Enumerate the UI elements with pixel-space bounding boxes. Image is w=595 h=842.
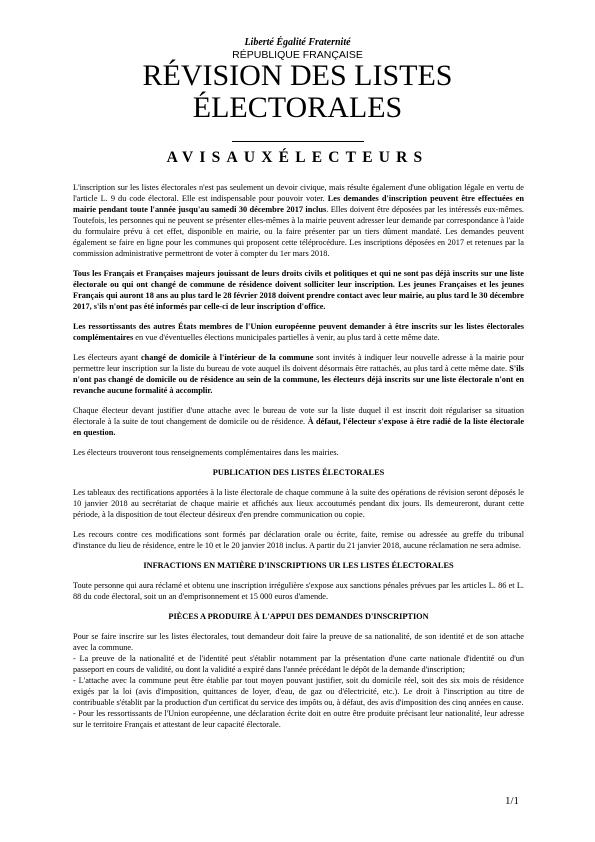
text-run: en vue d'éventuelles élections municipales partielles à venir, au plus tard à cette même date. xyxy=(133,333,440,342)
title-divider xyxy=(232,141,364,142)
bold-text-run: S'ils n'ont pas changé de domicile ou de résidence au sein de la commune, les électeurs déjà inscrits sur une liste électorale n'ont en revanche aucune formalité à accomplir. xyxy=(73,364,524,395)
text-run: Les électeurs trouveront tous renseignements complémentaires dans les mairies. xyxy=(73,448,339,457)
paragraph xyxy=(73,447,524,458)
bold-text-run: Les ressortissants des autres États membres de l'Union européenne peuvent demander à être inscrits sur les listes électorales complémentaires xyxy=(73,322,524,342)
page-title xyxy=(0,60,595,124)
section-heading-pieces: PIÈCES A PRODUIRE À L'APPUI DES DEMANDES D'INSCRIPTION xyxy=(168,612,429,621)
paragraph xyxy=(73,631,524,653)
list-item xyxy=(73,708,524,730)
paragraph xyxy=(73,487,524,520)
paragraph xyxy=(73,321,524,343)
motto: Liberté Égalité Fraternité xyxy=(244,37,351,48)
text-run: L'inscription sur les listes électorales n'est pas seulement un devoir civique, mais résulte également d'une obligation légale en vertu de l'article L. 9 du code électoral. Elle est indispensable pour pouvoir voter. xyxy=(73,183,524,203)
page-number: 1/1 xyxy=(505,795,520,807)
subtitle: AVISAUXÉLECTEURS xyxy=(166,149,429,166)
text-run: Les recours contre ces modifications sont formés par déclaration orale ou écrite, faite, remise ou adressée au greffe du tribunal d'instance du lieu de résidence, entre le 10 et le 20 janvier 2018 inclus. A partir du 21 janvier 2018, aucune réclamation ne sera admise. xyxy=(73,530,524,550)
paragraph xyxy=(73,352,524,396)
list-item xyxy=(73,653,524,675)
republic-name: RÉPUBLIQUE FRANÇAISE xyxy=(232,49,363,61)
paragraph xyxy=(73,182,524,259)
text-run: Toute personne qui aura réclamé et obtenu une inscription irrégulière s'expose aux sanctions pénales prévues par les articles L. 86 et L. 88 du code électoral, soit un an d'emprisonnement et 15 000 euros d'amende. xyxy=(73,581,524,601)
paragraph xyxy=(73,529,524,551)
body-text xyxy=(73,182,524,730)
bold-text-run: Les demandes d'inscription peuvent être effectuées en mairie pendant toute l'année jusqu'au samedi 30 décembre 2017 inclus xyxy=(73,194,524,214)
title-line-1: RÉVISION DES LISTES xyxy=(142,59,453,92)
title-line-2: ÉLECTORALES xyxy=(192,91,403,124)
text-run: Les tableaux des rectifications apportées à la liste électorale de chaque commune à la suite des opérations de révision seront déposés le 10 janvier 2018 au secrétariat de chaque mairie et affichés aux lieux accoutumés pendant dix jours. Ils demeureront, durant cette période, à la disposition de tout électeur désireux d'en prendre communication ou copie. xyxy=(73,488,524,519)
section-heading-publication: PUBLICATION DES LISTES ÉLECTORALES xyxy=(212,468,385,477)
bold-text-run: Tous les Français et Françaises majeurs jouissant de leurs droits civils et politiques et qui ne sont pas déjà inscrits sur une liste électorale ou qui ont changé de commune de résidence doivent solliciter leur inscription. Les jeunes Françaises et les jeunes Français qui auront 18 ans au plus tard le 28 février 2018 doivent prendre contact avec leur mairie, au plus tard le 30 décembre 2017, s'ils n'ont pas été informés par celle-ci de leur inscription d'office. xyxy=(73,269,524,311)
paragraph xyxy=(73,580,524,602)
section-heading-infractions: INFRACTIONS EN MATIÈRE D'INSCRIPTIONS UR LES LISTES ÉLECTORALES xyxy=(143,561,454,570)
text-run: Les électeurs ayant xyxy=(73,353,141,362)
paragraph xyxy=(73,405,524,438)
text-run: - Pour les ressortissants de l'Union européenne, une déclaration écrite doit en outre être produite précisant leur nationalité, leur adresse sur le territoire Français et attestant de leur capacité électorale. xyxy=(73,709,524,729)
list-item xyxy=(73,675,524,708)
paragraph xyxy=(73,268,524,312)
text-run: . Elles doivent être déposées par les intéressés eux-mêmes. Toutefois, les personnes qui ne peuvent se présenter elles-mêmes à la mairie peuvent adresser leur demande par correspondance à l'aide du formulaire prévu à cet effet, disponible en mairie, ou la faire présenter par un tiers dûment mandaté. Les demandes peuvent également se faire en ligne pour les communes qui proposent cette téléprocédure. Les inscriptions déposées en 2017 et retenues par la commission administrative permettront de voter à compter du 1er mars 2018. xyxy=(73,205,524,258)
text-run: - L'attache avec la commune peut être établie par tout moyen pouvant justifier, soit du domicile réel, soit des six mois de résidence exigés par la loi (avis d'imposition, quittances de loyer, d'eau, de gaz ou d'électricité, etc.). Le droit à l'inscription au titre de contribuable s'établit par la production d'un certificat du service des impôts ou, à défaut, des avis d'imposition des cinq années en cause. xyxy=(73,676,524,707)
bold-text-run: changé de domicile à l'intérieur de la commune xyxy=(141,353,314,362)
text-run: Chaque électeur devant justifier d'une attache avec le bureau de vote sur la liste duquel il est inscrit doit régulariser sa situation électorale à la suite de tout changement de domicile ou de résidence. xyxy=(73,406,524,426)
text-run: sont invités à indiquer leur nouvelle adresse à la mairie pour permettre leur inscription sur la liste du bureau de vote auquel ils doivent désormais être rattachés, au plus tard à cette même date. xyxy=(73,353,525,373)
bold-text-run: À défaut, l'électeur s'expose à être radié de la liste électorale en question. xyxy=(73,417,524,437)
text-run: - La preuve de la nationalité et de l'identité peut s'établir notamment par la présentation d'une carte nationale d'identité ou d'un passeport en cours de validité, ou dont la validité a expiré dans l'année précédant le dépôt de la demande d'inscription; xyxy=(73,654,524,674)
text-run: Pour se faire inscrire sur les listes électorales, tout demandeur doit faire la preuve de sa nationalité, de son identité et de son attache avec la commune. xyxy=(73,632,524,652)
